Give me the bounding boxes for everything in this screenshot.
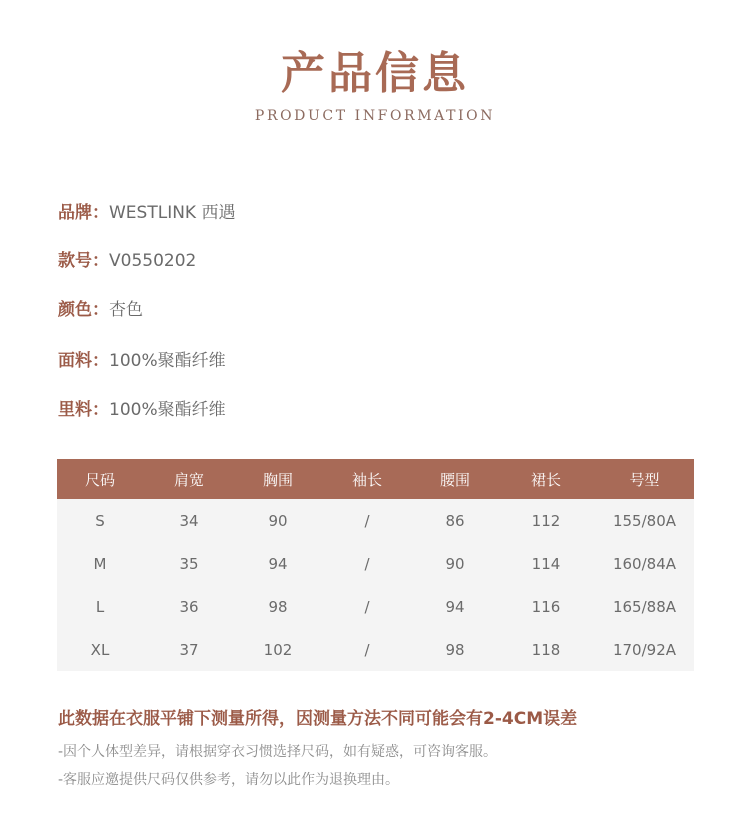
- note-line: -因个人体型差异，请根据穿衣习惯选择尺码，如有疑惑，可咨询客服。: [58, 744, 498, 760]
- table-cell: 98: [235, 585, 321, 628]
- table-cell: 90: [235, 499, 321, 542]
- header-cell: 肩宽: [143, 459, 235, 499]
- table-cell: 102: [235, 628, 321, 671]
- table-cell: 160/84A: [595, 542, 694, 585]
- table-cell: 94: [235, 542, 321, 585]
- info-brand: [58, 201, 235, 225]
- header-cell: 袖长: [321, 459, 413, 499]
- table-cell: 170/92A: [595, 628, 694, 671]
- table-cell: /: [321, 628, 413, 671]
- size-table: [57, 459, 694, 671]
- info-value: V0550202: [109, 251, 197, 271]
- table-cell: 37: [143, 628, 235, 671]
- info-label: 款号：: [58, 251, 109, 271]
- table-cell: M: [57, 542, 143, 585]
- info-color: [58, 298, 143, 322]
- table-cell: 118: [497, 628, 595, 671]
- table-cell: S: [57, 499, 143, 542]
- measurement-note-title: 此数据在衣服平铺下测量所得，因测量方法不同可能会有2-4CM误差: [58, 709, 578, 729]
- table-cell: /: [321, 542, 413, 585]
- info-label: 里料：: [58, 400, 109, 420]
- table-cell: XL: [57, 628, 143, 671]
- info-value: 100%聚酯纤维: [109, 351, 226, 371]
- header-cell: 腰围: [413, 459, 497, 499]
- table-cell: 116: [497, 585, 595, 628]
- table-cell: 86: [413, 499, 497, 542]
- table-cell: 35: [143, 542, 235, 585]
- header-cell: 裙长: [497, 459, 595, 499]
- table-cell: 34: [143, 499, 235, 542]
- info-label: 面料：: [58, 351, 109, 371]
- table-cell: 94: [413, 585, 497, 628]
- table-cell: 90: [413, 542, 497, 585]
- size-table-header: [57, 459, 694, 499]
- info-value: WESTLINK 西遇: [109, 203, 236, 223]
- header-cell: 号型: [595, 459, 694, 499]
- table-row: [57, 628, 694, 671]
- table-cell: 98: [413, 628, 497, 671]
- table-cell: 114: [497, 542, 595, 585]
- info-value: 杏色: [109, 300, 143, 320]
- table-cell: 112: [497, 499, 595, 542]
- header-cell: 胸围: [235, 459, 321, 499]
- table-row: [57, 542, 694, 585]
- table-cell: /: [321, 499, 413, 542]
- info-style-number: [58, 249, 196, 273]
- note-line: -客服应邀提供尺码仅供参考，请勿以此作为退换理由。: [58, 772, 400, 788]
- table-row: [57, 585, 694, 628]
- info-lining: [58, 398, 226, 422]
- table-row: [57, 499, 694, 542]
- page-subtitle: PRODUCT INFORMATION: [254, 108, 496, 124]
- info-label: 颜色：: [58, 300, 109, 320]
- table-cell: L: [57, 585, 143, 628]
- table-cell: 155/80A: [595, 499, 694, 542]
- page-title: 产品信息: [281, 48, 469, 99]
- info-label: 品牌：: [58, 203, 109, 223]
- info-value: 100%聚酯纤维: [109, 400, 226, 420]
- table-cell: /: [321, 585, 413, 628]
- header-cell: 尺码: [57, 459, 143, 499]
- table-cell: 165/88A: [595, 585, 694, 628]
- table-cell: 36: [143, 585, 235, 628]
- info-fabric: [58, 349, 226, 373]
